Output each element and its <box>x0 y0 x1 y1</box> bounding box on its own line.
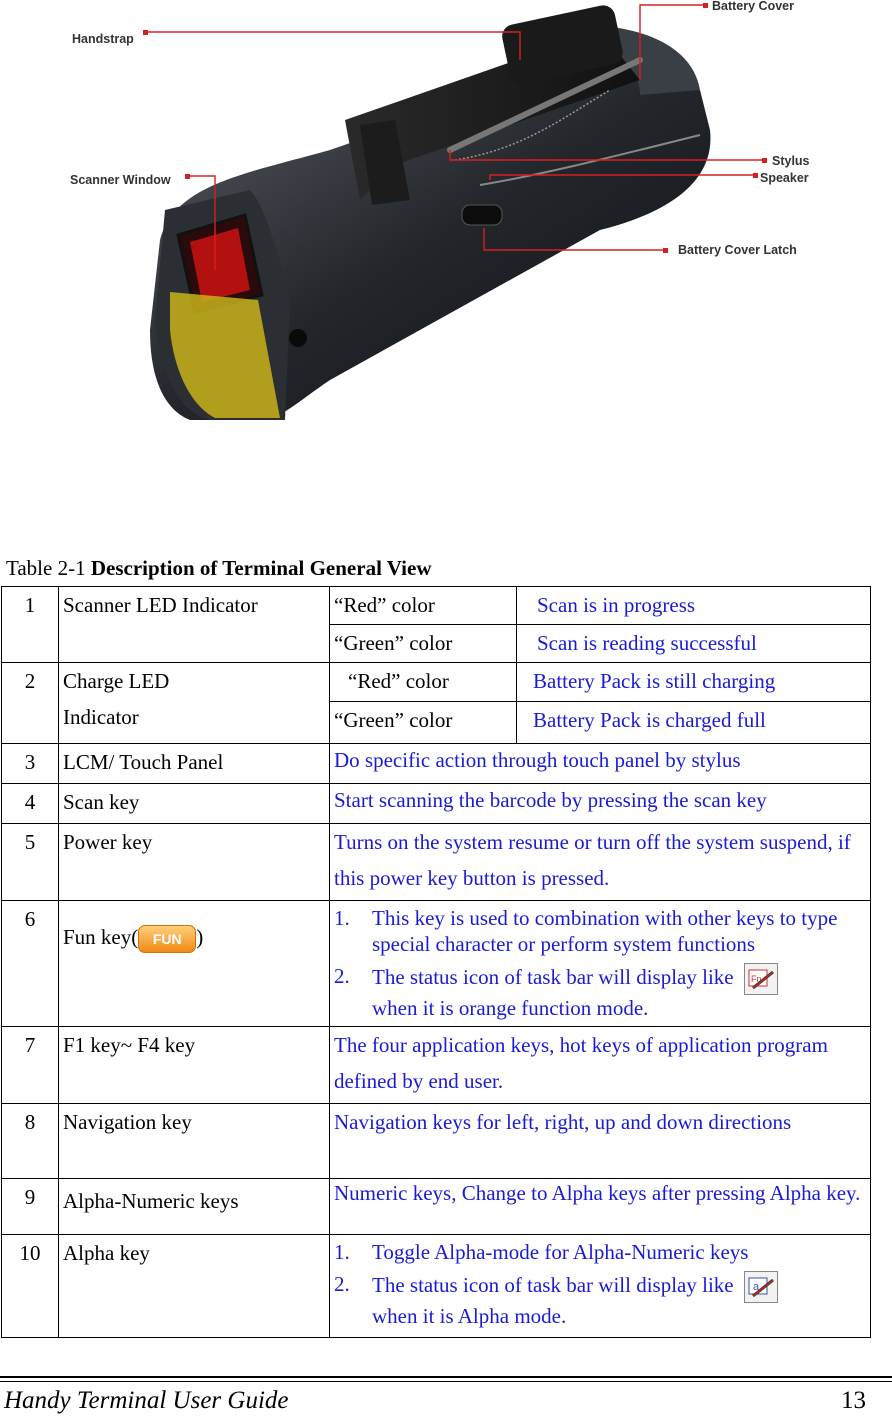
row-number: 9 <box>2 1179 59 1235</box>
row-number: 8 <box>2 1104 59 1179</box>
row-description: The four application keys, hot keys of application program defined by end user. <box>330 1027 871 1104</box>
fun-key-list <box>334 905 866 1021</box>
row-name: Alpha-Numeric keys <box>59 1179 330 1235</box>
terminal-general-view-figure <box>0 0 892 520</box>
table-row <box>2 587 871 625</box>
callout-handstrap: Handstrap <box>72 32 134 46</box>
alpha-key-list <box>334 1239 866 1329</box>
alpha-mode-icon <box>744 1271 778 1303</box>
page-number: 13 <box>841 1387 866 1414</box>
row-number: 5 <box>2 824 59 901</box>
row-description <box>330 1104 871 1179</box>
sub-description: Scan is in progress <box>517 587 871 625</box>
row-description: Turns on the system resume or turn off the system suspend, if this power key button is pressed. <box>330 824 871 901</box>
footer-title: Handy Terminal User Guide <box>4 1387 289 1414</box>
row-description <box>330 901 871 1027</box>
table-row <box>2 1104 871 1179</box>
sub-label: “Green” color <box>330 702 517 744</box>
row-name: Scanner LED Indicator <box>59 587 330 663</box>
row-number: 3 <box>2 744 59 784</box>
sub-description: Battery Pack is charged full <box>517 702 871 744</box>
description-table <box>1 586 871 1338</box>
list-item: 1. This key is used to combination with other keys to type special character or perform system functions <box>334 906 838 956</box>
row-description-text: Navigation keys for left, right, up and down directions <box>334 1110 792 1134</box>
table-row <box>2 824 871 901</box>
battery-cover-latch <box>462 205 502 225</box>
row-name: Power key <box>59 824 330 901</box>
list-item: 1. Toggle Alpha-mode for Alpha-Numeric keys <box>334 1240 749 1264</box>
row-name-text: Charge LED Indicator <box>63 669 170 729</box>
row-number: 4 <box>2 784 59 824</box>
row-number: 6 <box>2 901 59 1027</box>
row-description: Start scanning the barcode by pressing the scan key <box>330 784 871 824</box>
row-description <box>330 1179 871 1235</box>
table-row <box>2 1235 871 1338</box>
sub-label: “Green” color <box>330 625 517 663</box>
sub-description: Scan is reading successful <box>517 625 871 663</box>
table-row <box>2 784 871 824</box>
row-name: F1 key~ F4 key <box>59 1027 330 1104</box>
footer-divider-thin <box>0 1381 892 1382</box>
callout-stylus: Stylus <box>772 154 810 168</box>
table-caption <box>6 556 431 581</box>
sub-description: Battery Pack is still charging <box>517 663 871 702</box>
row-name: Alpha key <box>59 1235 330 1338</box>
function-mode-icon <box>744 963 778 995</box>
row-description: Do specific action through touch panel by stylus <box>330 744 871 784</box>
row-name <box>59 663 330 744</box>
row-number: 2 <box>2 663 59 744</box>
row-name: LCM/ Touch Panel <box>59 744 330 784</box>
list-item: 2. The status icon of task bar will display like Fn when it is orange function mode. <box>334 963 866 1021</box>
row-name: Scan key <box>59 784 330 824</box>
row-description-text: Numeric keys, Change to Alpha keys after pressing Alpha key. <box>334 1181 861 1205</box>
row-number: 1 <box>2 587 59 663</box>
table-row <box>2 1027 871 1104</box>
row-number: 10 <box>2 1235 59 1338</box>
sub-label: “Red” color <box>330 587 517 625</box>
table-row <box>2 1179 871 1235</box>
callout-battery-cover: Battery Cover <box>712 0 794 13</box>
caption-title: Description of Terminal General View <box>90 556 432 580</box>
footer-divider <box>0 1376 892 1378</box>
svg-text:Fn: Fn <box>750 974 762 984</box>
fun-key-icon: FUN <box>138 925 196 953</box>
fun-key-prefix: Fun key( <box>63 925 139 949</box>
callout-scanner-window: Scanner Window <box>70 173 171 187</box>
fun-key-suffix: ) <box>196 925 204 949</box>
sub-label: “Red” color <box>330 663 517 702</box>
row-number: 7 <box>2 1027 59 1104</box>
table-row <box>2 663 871 702</box>
table-row <box>2 901 871 1027</box>
callout-speaker: Speaker <box>760 171 809 185</box>
list-item: 2. The status icon of task bar will display like a when it is Alpha mode. <box>334 1271 866 1329</box>
row-name: Navigation key <box>59 1104 330 1179</box>
row-name <box>59 901 330 1027</box>
callout-battery-cover-latch: Battery Cover Latch <box>678 243 797 257</box>
row-description <box>330 1235 871 1338</box>
table-row <box>2 744 871 784</box>
caption-prefix: Table 2-1 <box>6 556 91 580</box>
svg-text:a: a <box>752 1281 759 1293</box>
